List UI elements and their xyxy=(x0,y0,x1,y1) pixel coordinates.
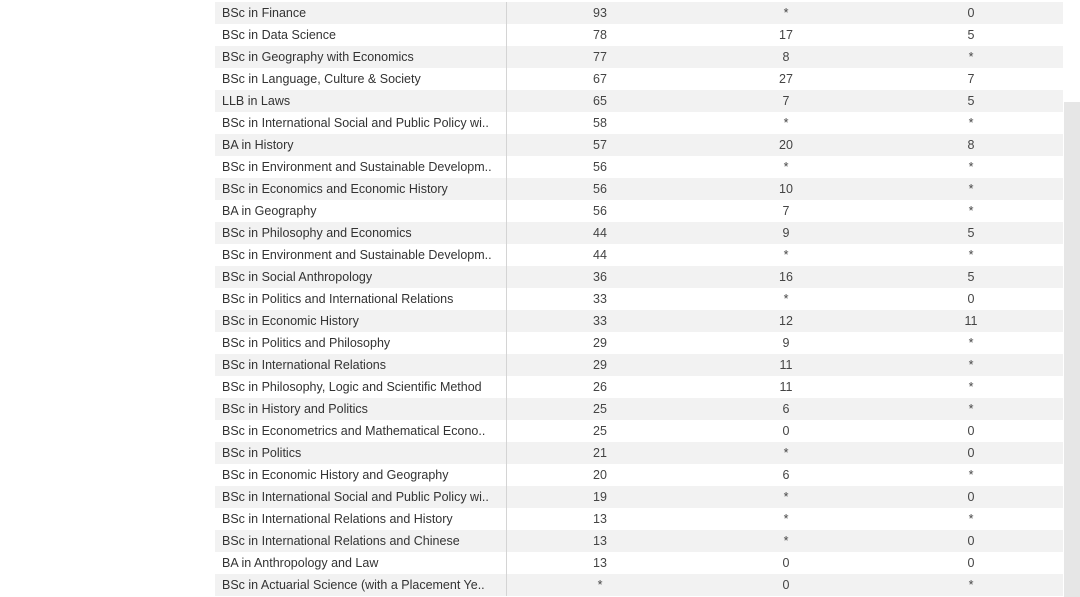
value-cell-2: 9 xyxy=(782,336,790,350)
value-cell-3: * xyxy=(968,336,974,350)
value-cell-1: 56 xyxy=(593,160,607,174)
value-cell-2: 0 xyxy=(782,578,790,592)
value-cell-1: 65 xyxy=(593,94,607,108)
table-row[interactable] xyxy=(215,530,1063,552)
table-row[interactable] xyxy=(215,552,1063,574)
programme-name-cell: BA in History xyxy=(215,134,507,156)
table-row[interactable] xyxy=(215,2,1063,24)
value-cell-2: 20 xyxy=(779,138,793,152)
programme-name-cell: BSc in Geography with Economics xyxy=(215,46,507,68)
value-cell-2: 16 xyxy=(779,270,793,284)
programme-name-cell: LLB in Laws xyxy=(215,90,507,112)
value-cell-1: 78 xyxy=(593,28,607,42)
table-row[interactable] xyxy=(215,112,1063,134)
value-cell-3: * xyxy=(968,204,974,218)
programme-name-cell: BSc in Environment and Sustainable Developm.. xyxy=(215,156,507,178)
value-cell-3: 5 xyxy=(967,94,975,108)
value-cell-3: * xyxy=(968,578,974,592)
programme-name-cell: BSc in Social Anthropology xyxy=(215,266,507,288)
value-cell-3: 5 xyxy=(967,226,975,240)
value-cell-2: 7 xyxy=(782,204,790,218)
value-cell-1: 58 xyxy=(593,116,607,130)
value-cell-3: 0 xyxy=(967,6,975,20)
value-cell-1: 25 xyxy=(593,424,607,438)
vertical-scrollbar-thumb[interactable] xyxy=(1064,102,1080,597)
programme-name-cell: BSc in International Relations and Chinese xyxy=(215,530,507,552)
programme-name-cell: BSc in International Relations xyxy=(215,354,507,376)
value-cell-2: * xyxy=(783,160,789,174)
table-row[interactable] xyxy=(215,508,1063,530)
programme-name-cell: BA in Geography xyxy=(215,200,507,222)
table-row[interactable] xyxy=(215,354,1063,376)
value-cell-1: 36 xyxy=(593,270,607,284)
value-cell-3: * xyxy=(968,116,974,130)
value-cell-2: 7 xyxy=(782,94,790,108)
programme-name-cell: BSc in Philosophy and Economics xyxy=(215,222,507,244)
programme-name-cell: BSc in Economics and Economic History xyxy=(215,178,507,200)
value-cell-3: * xyxy=(968,402,974,416)
value-cell-3: 0 xyxy=(967,424,975,438)
programme-name-cell: BSc in Econometrics and Mathematical Econo.. xyxy=(215,420,507,442)
value-cell-3: 5 xyxy=(967,270,975,284)
value-cell-1: 13 xyxy=(593,556,607,570)
value-cell-1: 56 xyxy=(593,182,607,196)
value-cell-3: * xyxy=(968,512,974,526)
programme-name-cell: BSc in Language, Culture & Society xyxy=(215,68,507,90)
table-row[interactable] xyxy=(215,574,1063,596)
value-cell-3: 0 xyxy=(967,556,975,570)
value-cell-3: * xyxy=(968,248,974,262)
table-row[interactable] xyxy=(215,420,1063,442)
programme-name-cell: BSc in Politics and International Relations xyxy=(215,288,507,310)
value-cell-3: * xyxy=(968,468,974,482)
table-row[interactable] xyxy=(215,288,1063,310)
value-cell-3: * xyxy=(968,182,974,196)
value-cell-2: 9 xyxy=(782,226,790,240)
value-cell-2: 0 xyxy=(782,556,790,570)
programme-name-cell: BSc in International Relations and History xyxy=(215,508,507,530)
value-cell-3: 7 xyxy=(967,72,975,86)
value-cell-1: 44 xyxy=(593,226,607,240)
value-cell-2: 27 xyxy=(779,72,793,86)
value-cell-1: 25 xyxy=(593,402,607,416)
table-row[interactable] xyxy=(215,332,1063,354)
programme-name-cell: BSc in Economic History and Geography xyxy=(215,464,507,486)
table-row[interactable] xyxy=(215,376,1063,398)
table-row[interactable] xyxy=(215,398,1063,420)
value-cell-1: 21 xyxy=(593,446,607,460)
table-row[interactable] xyxy=(215,24,1063,46)
programme-name-cell: BSc in Actuarial Science (with a Placement Ye.. xyxy=(215,574,507,596)
value-cell-2: 6 xyxy=(782,468,790,482)
value-cell-2: 10 xyxy=(779,182,793,196)
value-cell-3: 5 xyxy=(967,28,975,42)
table-row[interactable] xyxy=(215,266,1063,288)
table-row[interactable] xyxy=(215,134,1063,156)
programme-name-cell: BSc in International Social and Public Policy wi.. xyxy=(215,486,507,508)
table-row[interactable] xyxy=(215,68,1063,90)
table-row[interactable] xyxy=(215,156,1063,178)
programme-name-cell: BSc in History and Politics xyxy=(215,398,507,420)
value-cell-1: * xyxy=(597,578,603,592)
table-row[interactable] xyxy=(215,222,1063,244)
programme-name-cell: BSc in International Social and Public Policy wi.. xyxy=(215,112,507,134)
value-cell-1: 13 xyxy=(593,512,607,526)
value-cell-1: 19 xyxy=(593,490,607,504)
programme-name-cell: BSc in Philosophy, Logic and Scientific Method xyxy=(215,376,507,398)
value-cell-1: 56 xyxy=(593,204,607,218)
data-table xyxy=(215,2,1063,596)
table-row[interactable] xyxy=(215,178,1063,200)
table-row[interactable] xyxy=(215,200,1063,222)
value-cell-2: * xyxy=(783,490,789,504)
value-cell-2: * xyxy=(783,446,789,460)
value-cell-1: 29 xyxy=(593,358,607,372)
value-cell-1: 44 xyxy=(593,248,607,262)
value-cell-3: * xyxy=(968,160,974,174)
table-row[interactable] xyxy=(215,486,1063,508)
value-cell-2: * xyxy=(783,6,789,20)
value-cell-3: * xyxy=(968,50,974,64)
value-cell-1: 57 xyxy=(593,138,607,152)
programme-name-cell: BSc in Finance xyxy=(215,2,507,24)
table-row[interactable] xyxy=(215,464,1063,486)
value-cell-1: 20 xyxy=(593,468,607,482)
value-cell-2: * xyxy=(783,292,789,306)
value-cell-3: 0 xyxy=(967,292,975,306)
value-cell-2: 8 xyxy=(782,50,790,64)
table-row[interactable] xyxy=(215,442,1063,464)
table-row[interactable] xyxy=(215,310,1063,332)
programme-name-cell: BA in Anthropology and Law xyxy=(215,552,507,574)
value-cell-3: * xyxy=(968,380,974,394)
value-cell-1: 77 xyxy=(593,50,607,64)
value-cell-2: * xyxy=(783,248,789,262)
value-cell-1: 13 xyxy=(593,534,607,548)
value-cell-2: 12 xyxy=(779,314,793,328)
value-cell-2: 0 xyxy=(782,424,790,438)
table-row[interactable] xyxy=(215,46,1063,68)
programme-name-cell: BSc in Environment and Sustainable Developm.. xyxy=(215,244,507,266)
programme-name-cell: BSc in Politics xyxy=(215,442,507,464)
value-cell-2: * xyxy=(783,116,789,130)
programme-name-cell: BSc in Data Science xyxy=(215,24,507,46)
programme-name-cell: BSc in Economic History xyxy=(215,310,507,332)
table-row[interactable] xyxy=(215,244,1063,266)
value-cell-2: 6 xyxy=(782,402,790,416)
value-cell-2: 11 xyxy=(779,358,793,372)
value-cell-3: 8 xyxy=(967,138,975,152)
value-cell-3: 0 xyxy=(967,534,975,548)
value-cell-1: 26 xyxy=(593,380,607,394)
value-cell-1: 33 xyxy=(593,292,607,306)
value-cell-3: 11 xyxy=(964,314,978,328)
value-cell-3: * xyxy=(968,358,974,372)
value-cell-2: 11 xyxy=(779,380,793,394)
value-cell-3: 0 xyxy=(967,446,975,460)
value-cell-2: * xyxy=(783,512,789,526)
value-cell-1: 93 xyxy=(593,6,607,20)
value-cell-3: 0 xyxy=(967,490,975,504)
value-cell-2: * xyxy=(783,534,789,548)
value-cell-2: 17 xyxy=(779,28,793,42)
value-cell-1: 67 xyxy=(593,72,607,86)
table-row[interactable] xyxy=(215,90,1063,112)
programme-name-cell: BSc in Politics and Philosophy xyxy=(215,332,507,354)
value-cell-1: 33 xyxy=(593,314,607,328)
value-cell-1: 29 xyxy=(593,336,607,350)
